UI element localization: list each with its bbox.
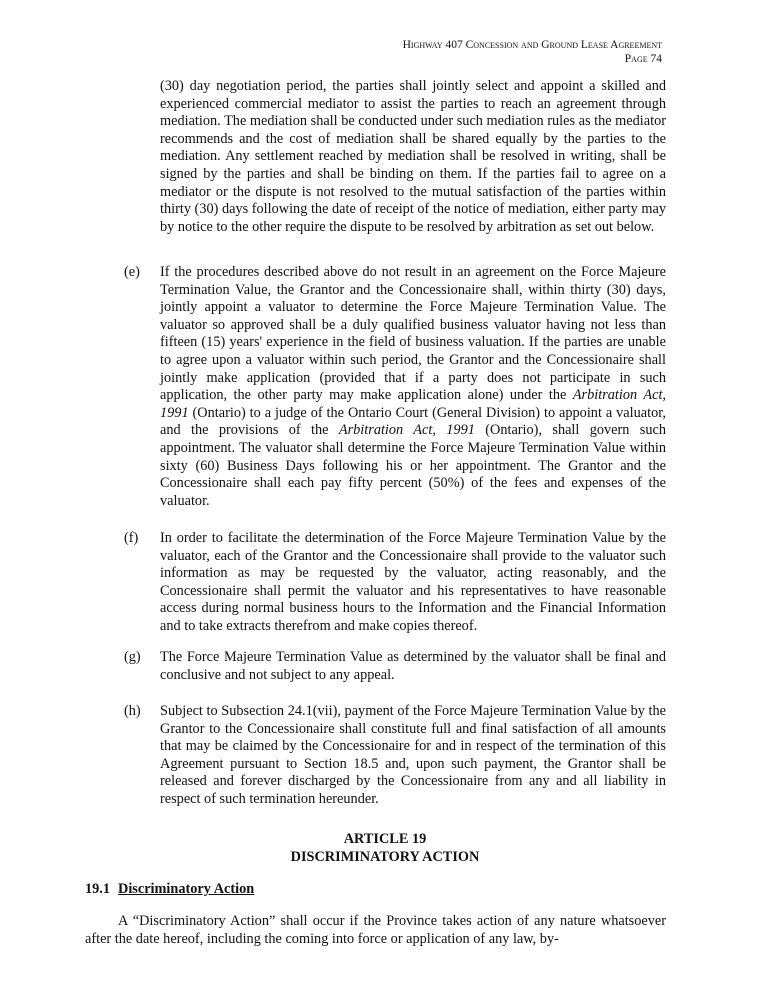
header-title: Highway 407 Concession and Ground Lease Agreement: [402, 39, 662, 51]
article-heading: [0, 830, 770, 866]
item-e-act-1: Arbitration Act, 1991: [160, 387, 666, 421]
item-h-paragraph: [160, 703, 666, 809]
article-number: ARTICLE 19: [343, 831, 427, 847]
item-label-f: (f): [124, 530, 139, 546]
section-title: Discriminatory Action: [118, 881, 255, 897]
item-label-h: (h): [124, 703, 141, 719]
item-g-paragraph: [160, 649, 666, 684]
item-e-text-2: (Ontario) to a judge of the Ontario Court (General Division) to appoint a valuator, and the provisions of the: [160, 404, 666, 439]
item-f-text: In order to facilitate the determination of the Force Majeure Termination Value by the valuator, each of the Grantor and the Concessionaire shall provide to the valuator such information as may be requested by the valuator, acting reasonably, and the Concessionaire shall permit the valuator and his representatives to have reasonable access during normal business hours to the Information and the Financial Information and to take extracts therefrom and make copies thereof.: [160, 530, 666, 634]
item-g-text: The Force Majeure Termination Value as determined by the valuator shall be final and conclusive and not subject to any appeal.: [160, 649, 666, 683]
continuation-text: (30) day negotiation period, the parties shall jointly select and appoint a skilled and experienced commercial mediator to assist the parties to reach an agreement through mediation. The mediation shall be conducted under such mediation rules as the mediator recommends and the cost of mediation shall be shared equally by the parties to the mediation. Any settlement reached by mediation shall be resolved in writing, shall be signed by the parties and shall be binding on them. If the parties fail to agree on a mediator or the dispute is not resolved to the mutual satisfaction of the parties within thirty (30) days following the date of receipt of the notice of mediation, either party may by notice to the other require the dispute to be resolved by arbitration as set out below.: [160, 78, 666, 235]
item-e-paragraph: [160, 264, 666, 510]
section-paragraph: [85, 913, 666, 948]
section-text: A “Discriminatory Action” shall occur if the Province takes action of any nature whatsoever after the date hereof, including the coming into force or application of any law, by-: [85, 913, 666, 947]
item-e-text-3: (Ontario), shall govern such appointment. The valuator shall determine the Force Majeure Termination Value within sixty (60) Business Days following his or her appointment. The Grantor and the Concessionaire shall each pay fifty percent (50%) of the fees and expenses of the valuator.: [160, 422, 667, 509]
article-title: DISCRIMINATORY ACTION: [290, 849, 480, 865]
item-e-text-1: If the procedures described above do not result in an agreement on the Force Majeure Termination Value, the Grantor and the Concessionaire shall, within thirty (30) days, jointly appoint a valuator to determine the Force Majeure Termination Value. The valuator so approved shall be a duly qualified business valuator having not less than fifteen (15) years' experience in the field of business valuation. If the parties are unable to agree upon a valuator within such period, the Grantor and the Concessionaire shall jointly make application (provided that if a party does not participate in such application, the other party may make application alone) under the: [160, 264, 666, 404]
item-f-paragraph: [160, 530, 666, 636]
header-page-number: Page 74: [624, 53, 662, 65]
item-e-act-2: Arbitration Act, 1991: [338, 422, 475, 439]
continuation-paragraph: [160, 78, 666, 236]
item-label-g: (g): [124, 649, 141, 665]
section-number: 19.1: [85, 881, 111, 897]
item-h-text: Subject to Subsection 24.1(vii), payment of the Force Majeure Termination Value by the Grantor to the Concessionaire shall constitute full and final satisfaction of all amounts that may be claimed by the Concessionaire for and in respect of the termination of this Agreement pursuant to Section 18.5 and, upon such payment, the Grantor shall be released and forever discharged by the Concessionaire from any and all liability in respect of such termination hereunder.: [160, 703, 666, 807]
page-header: [403, 38, 662, 66]
item-label-e: (e): [124, 264, 140, 280]
